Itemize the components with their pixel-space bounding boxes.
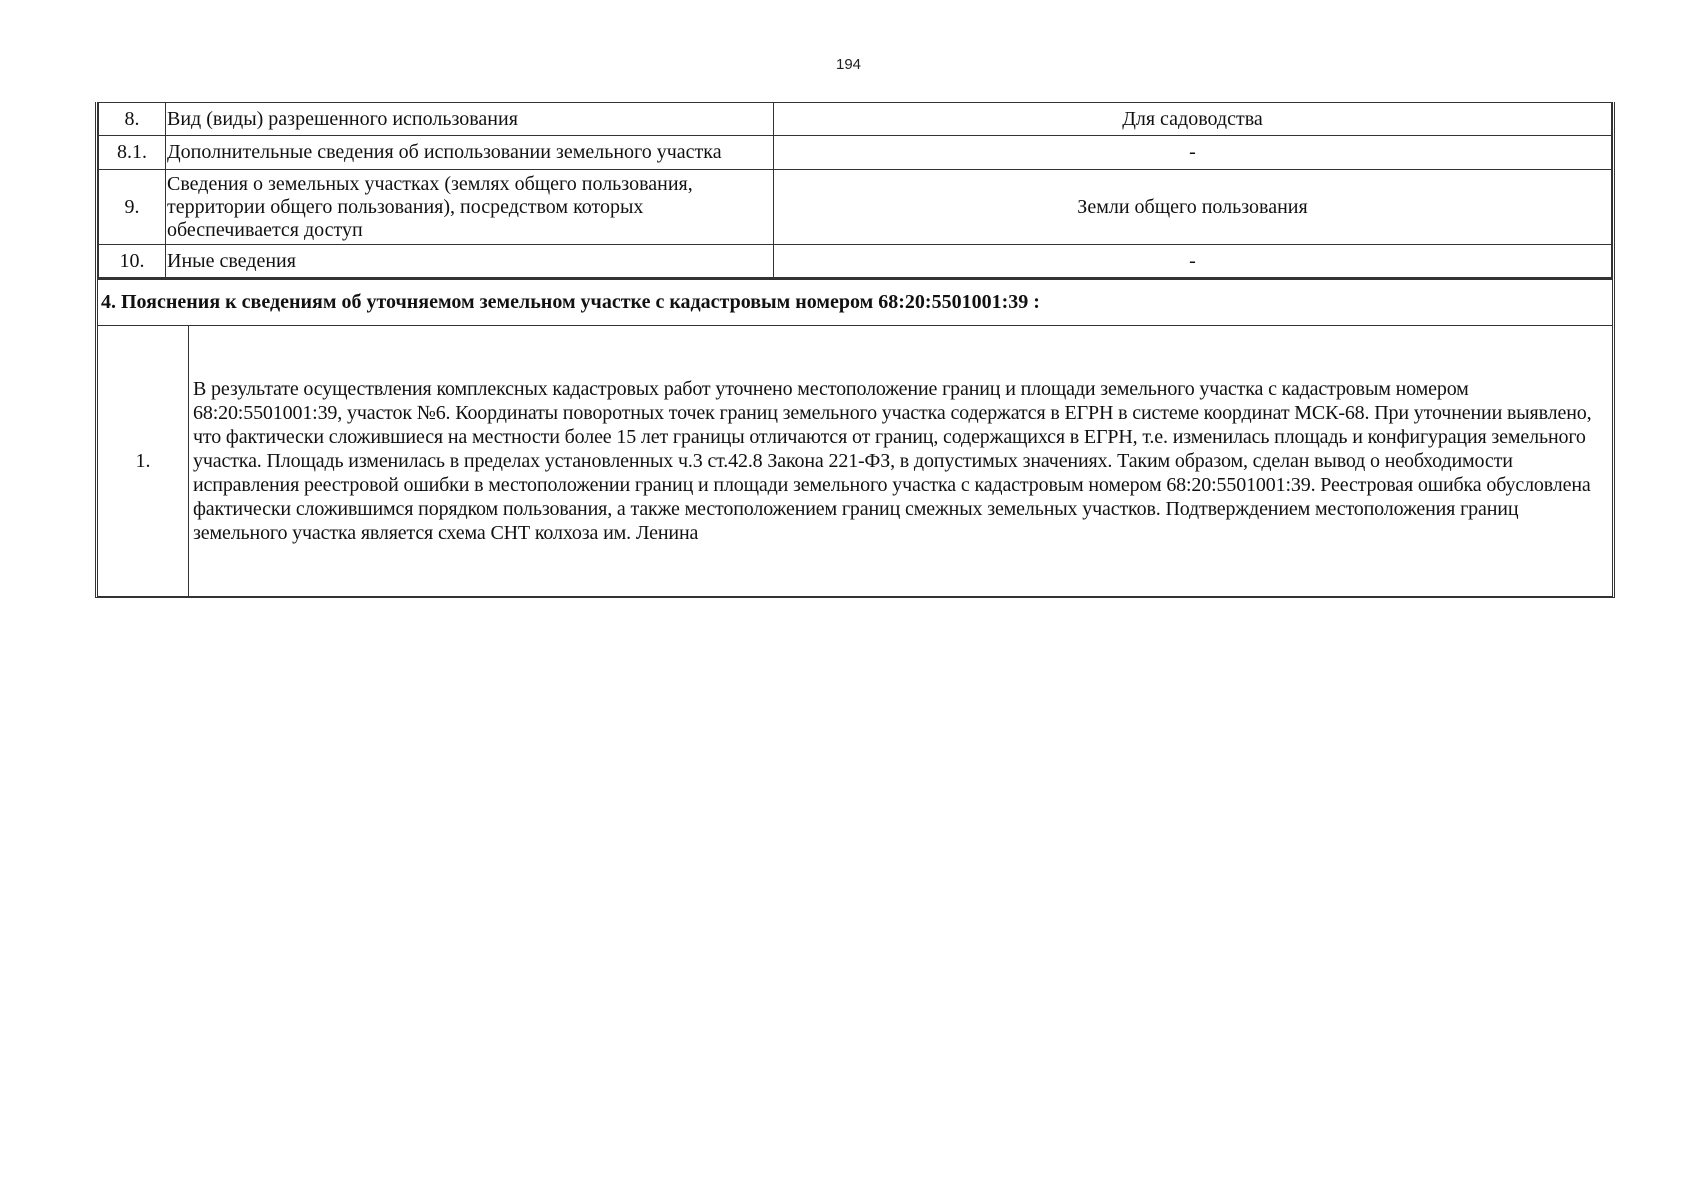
row-value: Земли общего пользования — [774, 170, 1612, 245]
table-row — [99, 245, 1612, 278]
row-number: 10. — [99, 245, 166, 278]
row-number: 8.1. — [99, 136, 166, 170]
explanation-text: В результате осуществления комплексных кадастровых работ уточнено местоположение границ и площади земельного участка с кадастровым номером 68:20:5501001:39, участок №6. Координаты поворотных точек границ земельного участка содержатся в ЕГРН в системе координат МСК-68. При уточнении выявлено, что фактически сложившиеся на местности более 15 лет границы отличаются от границ, содержащихся в ЕГРН, т.е. изменилась площадь и конфигурация земельного участка. Площадь изменилась в пределах установленных ч.3 ст.42.8 Закона 221-ФЗ, в допустимых значениях. Таким образом, сделан вывод о необходимости исправления реестровой ошибки в местоположении границ и площади земельного участка с кадастровым номером 68:20:5501001:39. Реестровая ошибка обусловлена фактически сложившимся порядком пользования, а также местоположением границ смежных земельных участков. Подтверждением местоположения границ земельного участка является схема СНТ колхоза им. Ленина — [193, 378, 1592, 544]
row-value: - — [774, 245, 1612, 278]
row-label: Сведения о земельных участках (землях общего пользования, территории общего пользования), посредством которых обеспечивается доступ — [166, 170, 774, 245]
table-row — [99, 136, 1612, 170]
row-label: Вид (виды) разрешенного использования — [166, 103, 774, 136]
row-value: - — [774, 136, 1612, 170]
row-value: Для садоводства — [774, 103, 1612, 136]
row-number: 9. — [99, 170, 166, 245]
row-number: 8. — [99, 103, 166, 136]
land-plot-document — [95, 102, 1615, 598]
table-row — [99, 170, 1612, 245]
explanations-table — [98, 326, 1612, 596]
row-label: Дополнительные сведения об использовании земельного участка — [166, 136, 774, 170]
land-info-table — [98, 102, 1612, 278]
table-row — [98, 326, 1612, 596]
section-title: 4. Пояснения к сведениям об уточняемом земельном участке с кадастровым номером 68:20:5501001:39 : — [98, 278, 1612, 326]
table-row — [99, 103, 1612, 136]
explanation-number: 1. — [98, 326, 189, 596]
row-label: Иные сведения — [166, 245, 774, 278]
page-number: 194 — [835, 56, 862, 73]
